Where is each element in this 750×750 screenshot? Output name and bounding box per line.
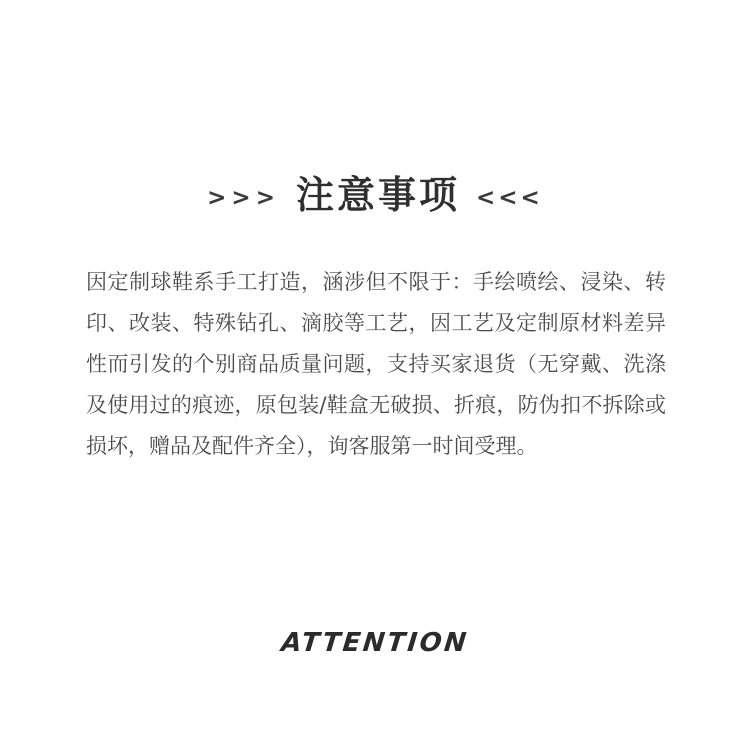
page-heading: [0, 173, 750, 217]
notice-paragraph: 因定制球鞋系手工打造，涵涉但不限于：手绘喷绘、浸染、转印、改装、特殊钻孔、滴胶等工艺，因工艺及定制原材料差异性而引发的个别商品质量问题，支持买家退货（无穿戴、洗涤及使用过的痕迹，原包装/鞋盒无破损、折痕，防伪扣不拆除或损坏，赠品及配件齐全），询客服第一时间受理。: [86, 270, 666, 458]
footer-wordmark: ATTENTION: [279, 628, 471, 658]
page-title: 注意事项: [295, 173, 460, 217]
right-chevron-icon: <<<: [476, 184, 543, 211]
left-chevron-icon: >>>: [207, 184, 280, 211]
